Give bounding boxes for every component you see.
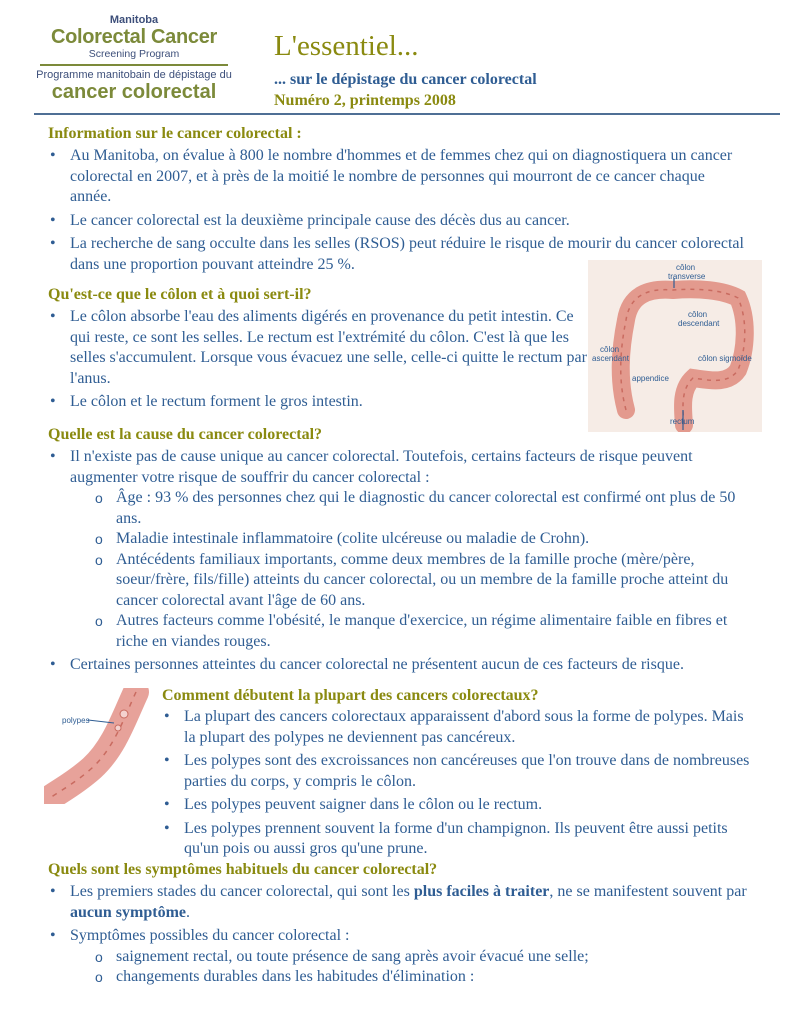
section3-list <box>48 447 763 679</box>
section4-item: • Les polypes peuvent saigner dans le côlon ou le rectum. <box>162 795 752 816</box>
risk-factor-item: o Autres facteurs comme l'obésité, le manque d'exercice, un régime alimentaire faible en fibres et riche en viandes rouges. <box>70 611 763 652</box>
section3-intro: Il n'existe pas de cause unique au cancer colorectal. Toutefois, certains facteurs de risque peuvent augmenter votre risque de souffrir du cancer colorectal : <box>70 448 693 486</box>
section5-item1-bold2: aucun symptôme <box>70 903 187 921</box>
logo-line-2: Colorectal Cancer <box>50 26 218 48</box>
polyp-diagram <box>44 688 162 804</box>
page-title: L'essentiel... <box>274 30 419 62</box>
logo-line-4: Programme manitobain de dépistage du <box>36 69 232 81</box>
section3-heading: Quelle est la cause du cancer colorectal? <box>48 426 323 443</box>
symptom-item: o changements durables dans les habitudes d'élimination : <box>70 967 763 988</box>
polyp-2 <box>115 725 121 731</box>
section1-item: • La recherche de sang occulte dans les selles (RSOS) peut réduire le risque de mourir du cancer colorectal dans une proportion pouvant atteindre 25 %. <box>48 234 748 275</box>
section1-item: • Le cancer colorectal est la deuxième principale cause des décès dus au cancer. <box>48 211 748 232</box>
risk-factor-list <box>70 488 763 652</box>
section3-item: • Certaines personnes atteintes du cancer colorectal ne présentent aucun de ces facteurs de risque. <box>48 655 763 676</box>
section4-item: • Les polypes sont des excroissances non cancéreuses que l'on trouve dans de nombreuses parties du corps, y compris le côlon. <box>162 751 752 792</box>
section3-item <box>48 447 763 652</box>
page-subtitle: ... sur le dépistage du cancer colorectal <box>274 71 537 88</box>
risk-factor-item: o Antécédents familiaux importants, comme deux membres de la famille proche (mère/père, soeur/frère, fils/fille) atteints du cancer colorectal, ou un membre de la famille proche atteint du cancer colorectal avant l'âge de 60 ans. <box>70 550 763 612</box>
label-ascendant-1: côlon <box>600 345 620 354</box>
section5-item1-end: . <box>186 903 191 921</box>
section5-item <box>48 926 763 988</box>
label-ascendant-2: ascendant <box>592 354 629 363</box>
label-polypes: polypes <box>62 716 90 725</box>
header-divider <box>34 113 780 115</box>
risk-factor-item: o Maladie intestinale inflammatoire (colite ulcéreuse ou maladie de Crohn). <box>70 529 763 550</box>
section5-item1-mid: , ne se manifestent souvent par <box>549 883 747 900</box>
section4-item: • La plupart des cancers colorectaux apparaissent d'abord sous la forme de polypes. Mais la plupart des polypes ne deviennent pas cancéreux. <box>162 707 752 748</box>
label-rectum: rectum <box>670 417 695 426</box>
colon-diagram <box>588 260 762 432</box>
program-logo <box>34 14 234 103</box>
logo-divider <box>40 64 228 66</box>
section2-heading: Qu'est-ce que le côlon et à quoi sert-il? <box>48 286 312 303</box>
polyp-1 <box>120 710 128 718</box>
intestine-shape <box>50 692 136 798</box>
symptom-item: o saignement rectal, ou toute présence de sang après avoir évacué une selle; <box>70 947 763 968</box>
section2-list <box>48 307 598 416</box>
section5-item2: Symptômes possibles du cancer colorectal : <box>70 927 350 944</box>
section1-list <box>48 146 748 278</box>
section4-list <box>162 707 752 863</box>
logo-line-3: Screening Program <box>88 48 180 60</box>
label-transverse-2: transverse <box>668 272 706 281</box>
label-descendant-1: côlon <box>688 310 708 319</box>
section2-item: • Le côlon absorbe l'eau des aliments digérés en provenance du petit intestin. Ce qui reste, ce sont les selles. Le rectum est l'extrémité du côlon. C'est là que les selles s'accumulent. Lorsque vous évacuez une selle, celle-ci quitte le rectum par l'anus. <box>48 307 598 389</box>
section2-item: • Le côlon et le rectum forment le gros intestin. <box>48 392 598 413</box>
section5-item1-bold1: plus faciles à traiter <box>413 883 550 900</box>
section1-item: • Au Manitoba, on évalue à 800 le nombre d'hommes et de femmes chez qui on diagnostiquera un cancer colorectal en 2007, et à près de la moitié le nombre de personnes qui mourront de ce cancer chaque année. <box>48 146 748 208</box>
issue-label: Numéro 2, printemps 2008 <box>274 92 456 109</box>
risk-factor-item: o Âge : 93 % des personnes chez qui le diagnostic du cancer colorectal est confirmé ont plus de 50 ans. <box>70 488 763 529</box>
section4-heading: Comment débutent la plupart des cancers colorectaux? <box>162 687 539 704</box>
section4-item: • Les polypes prennent souvent la forme d'un champignon. Ils peuvent être aussi petits qu'un pois ou aussi gros qu'une prune. <box>162 819 752 860</box>
label-appendice: appendice <box>632 374 669 383</box>
logo-line-5: cancer colorectal <box>51 81 217 103</box>
section5-list <box>48 882 763 991</box>
label-descendant-2: descendant <box>678 319 720 328</box>
section5-item <box>48 882 763 923</box>
logo-line-1: Manitoba <box>109 14 159 26</box>
section1-heading: Information sur le cancer colorectal : <box>48 125 302 142</box>
section5-item1-pre: Les premiers stades du cancer colorectal, qui sont les <box>70 883 414 900</box>
symptom-list <box>70 947 763 988</box>
section5-heading: Quels sont les symptômes habituels du cancer colorectal? <box>48 861 438 878</box>
label-transverse-1: côlon <box>676 263 696 272</box>
label-sigmoide: côlon sigmoïde <box>698 354 752 363</box>
